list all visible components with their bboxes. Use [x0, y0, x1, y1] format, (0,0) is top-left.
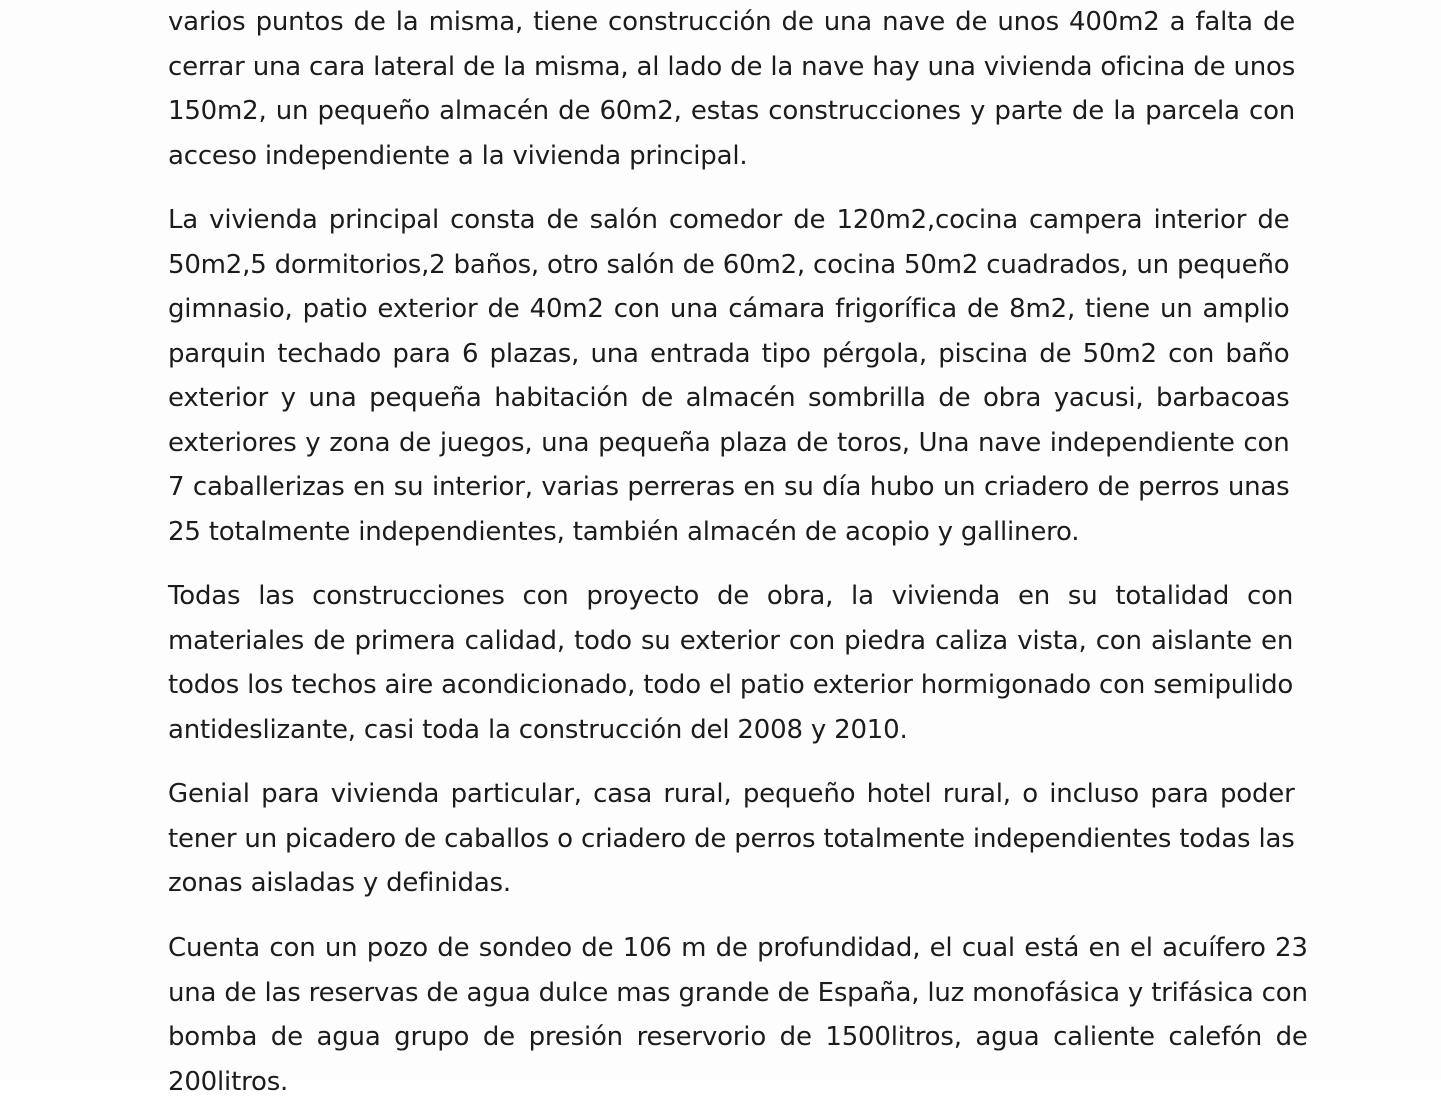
text-line: tener un picadero de caballos o criadero de perros totalmente independientes todas las: [168, 817, 1295, 862]
text-line: 200litros.: [168, 1060, 1308, 1104]
text-line: acceso independiente a la vivienda principal.: [168, 134, 1295, 179]
text-line: zonas aisladas y definidas.: [168, 861, 1295, 906]
paragraph-5: [168, 926, 1308, 1104]
text-line: materiales de primera calidad, todo su exterior con piedra caliza vista, con aislante en: [168, 619, 1293, 664]
text-line: Cuenta con un pozo de sondeo de 106 m de profundidad, el cual está en el acuífero 23: [168, 926, 1308, 971]
paragraph-3: [168, 574, 1293, 752]
paragraph-4: [168, 772, 1295, 906]
text-line: La vivienda principal consta de salón comedor de 120m2,cocina campera interior de: [168, 198, 1289, 243]
text-line: exterior y una pequeña habitación de almacén sombrilla de obra yacusi, barbacoas: [168, 376, 1289, 421]
text-line: 7 caballerizas en su interior, varias perreras en su día hubo un criadero de perros unas: [168, 465, 1289, 510]
text-line: Todas las construcciones con proyecto de obra, la vivienda en su totalidad con: [168, 574, 1293, 619]
text-line: varios puntos de la misma, tiene construcción de una nave de unos 400m2 a falta de: [168, 0, 1295, 45]
text-line: cerrar una cara lateral de la misma, al lado de la nave hay una vivienda oficina de unos: [168, 45, 1295, 90]
text-line: parquin techado para 6 plazas, una entrada tipo pérgola, piscina de 50m2 con baño: [168, 332, 1289, 377]
text-line: Genial para vivienda particular, casa rural, pequeño hotel rural, o incluso para poder: [168, 772, 1295, 817]
text-line: una de las reservas de agua dulce mas grande de España, luz monofásica y trifásica con: [168, 971, 1308, 1016]
paragraph-1: [168, 0, 1295, 178]
text-line: 25 totalmente independientes, también almacén de acopio y gallinero.: [168, 510, 1289, 555]
text-line: gimnasio, patio exterior de 40m2 con una cámara frigorífica de 8m2, tiene un amplio: [168, 287, 1289, 332]
text-line: 50m2,5 dormitorios,2 baños, otro salón de 60m2, cocina 50m2 cuadrados, un pequeño: [168, 243, 1289, 288]
text-line: 150m2, un pequeño almacén de 60m2, estas construcciones y parte de la parcela con: [168, 89, 1295, 134]
text-line: todos los techos aire acondicionado, todo el patio exterior hormigonado con semipulido: [168, 663, 1293, 708]
text-line: exteriores y zona de juegos, una pequeña plaza de toros, Una nave independiente con: [168, 421, 1289, 466]
paragraph-2: [168, 198, 1289, 554]
text-line: bomba de agua grupo de presión reservorio de 1500litros, agua caliente calefón de: [168, 1015, 1308, 1060]
text-line: antideslizante, casi toda la construcción del 2008 y 2010.: [168, 708, 1293, 753]
